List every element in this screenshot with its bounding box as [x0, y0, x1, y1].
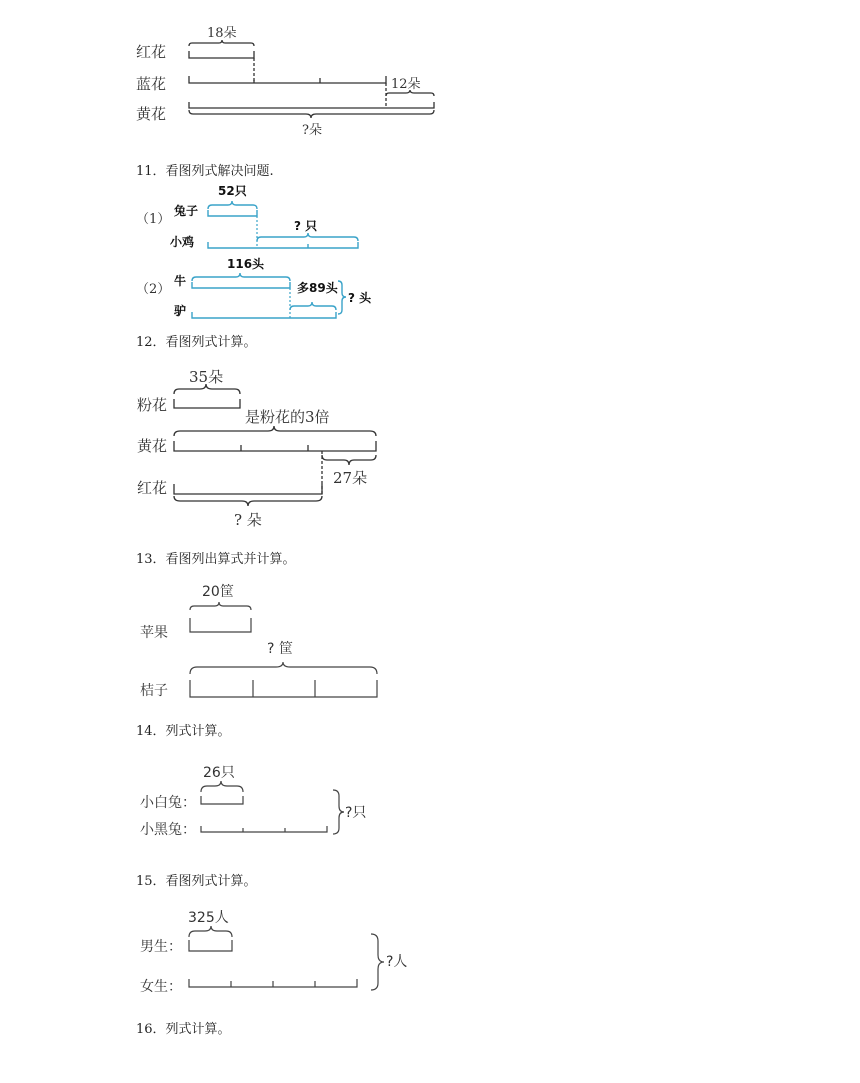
q11-rabbit-label: 兔子 [174, 204, 199, 218]
q14-title: 14．列式计算。 [136, 724, 231, 739]
q11-part2-num: （2） [136, 282, 171, 297]
q15-boy-label: 男生： [140, 939, 182, 955]
q12-question: ? 朵 [234, 511, 262, 529]
q10-question: ?朵 [302, 123, 322, 138]
q11-rabbit-count: 52只 [218, 184, 247, 198]
q11-total-question: ? 头 [348, 291, 372, 305]
q10-red-count: 18朵 [207, 26, 237, 41]
q10-blue-label: 蓝花 [136, 75, 167, 93]
q11-donkey-label: 驴 [174, 304, 187, 318]
q11-part1-num: （1） [136, 212, 171, 227]
q10-yellow-label: 黄花 [136, 105, 167, 123]
q15-boy-count: 325人 [188, 910, 229, 926]
q11-more-label: 多89头 [297, 281, 338, 295]
q11-cow-label: 牛 [174, 274, 187, 288]
q12-yellow-label: 黄花 [137, 437, 168, 455]
q13-title: 13．看图列出算式并计算。 [136, 552, 296, 567]
q12-pink-count: 35朵 [189, 368, 224, 386]
q15-boy-brace [189, 926, 232, 937]
q12-title: 12．看图列式计算。 [136, 335, 257, 350]
q14-white-label: 小白兔： [140, 795, 196, 811]
q10-red-label: 红花 [136, 43, 167, 61]
q13-question: ? 筐 [267, 641, 293, 657]
q11-chick-label: 小鸡 [170, 235, 195, 249]
q14-question: ?只 [345, 805, 367, 821]
q15-question: ?人 [386, 954, 408, 970]
q14-white-count: 26只 [203, 765, 235, 781]
q15-total-brace [371, 934, 384, 990]
q12-red-label: 红花 [137, 479, 168, 497]
q12-times-label: 是粉花的3倍 [245, 408, 330, 426]
q12-pink-label: 粉花 [137, 396, 168, 414]
q11-cow-count: 116头 [227, 257, 265, 271]
q15-title: 15．看图列式计算。 [136, 874, 257, 889]
q13-orange-label: 桔子 [140, 683, 168, 699]
q15-girl-label: 女生： [140, 979, 182, 995]
q13-apple-label: 苹果 [140, 625, 168, 641]
q11-title: 11．看图列式解决问题. [136, 164, 274, 179]
q12-less-count: 27朵 [333, 469, 368, 487]
q16-title: 16．列式计算。 [136, 1022, 231, 1037]
q10-extra-count: 12朵 [391, 77, 421, 92]
q15-boy-bar [189, 940, 232, 951]
q13-apple-count: 20筐 [202, 584, 234, 600]
q11-chick-question: ? 只 [294, 219, 318, 233]
q14-black-label: 小黑兔： [140, 822, 196, 838]
